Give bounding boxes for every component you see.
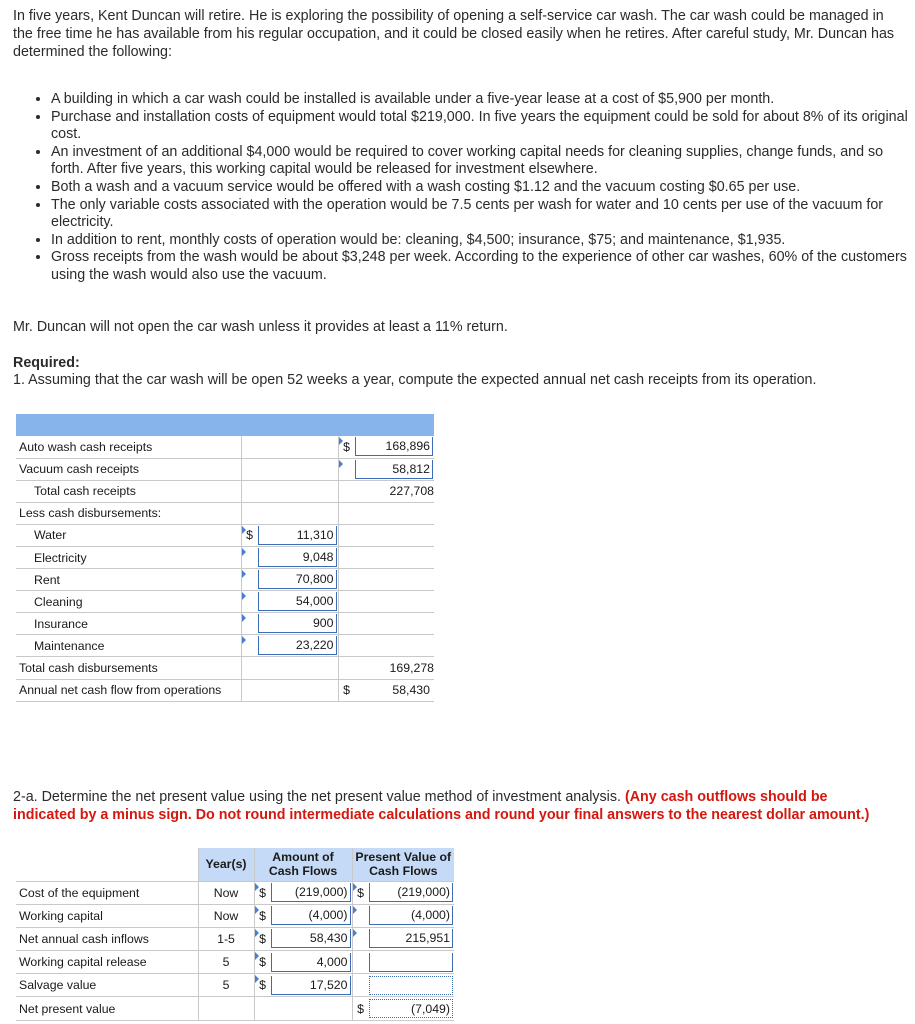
required-heading: Required:	[13, 355, 80, 371]
row-label: Working capital	[16, 904, 198, 927]
year-cell: Now	[198, 881, 254, 904]
table-row	[16, 502, 434, 524]
working-capital-amount-input[interactable]: (4,000)	[271, 906, 351, 925]
vacuum-input[interactable]: 58,812	[355, 460, 434, 479]
table-row	[16, 524, 434, 546]
net-cash-receipts-table	[16, 414, 434, 702]
list-item: • Gross receipts from the wash would be about $3,248 per week. According to the experience of other car washes, 60% of the customers using the wash would also use the vacuum.	[51, 249, 913, 284]
row-label: Auto wash cash receipts	[16, 436, 241, 458]
row-label: Net annual cash inflows	[16, 927, 198, 950]
net-cash-flow-value: 58,430	[392, 683, 430, 698]
dollar-sign: $	[259, 908, 266, 923]
return-requirement: Mr. Duncan will not open the car wash unless it provides at least a 11% return.	[13, 319, 508, 335]
table-row	[16, 436, 434, 458]
list-item: • Both a wash and a vacuum service would be offered with a wash costing $1.12 and the vacuum costing $0.65 per use.	[51, 179, 913, 197]
input-flag-icon	[353, 906, 357, 914]
table-row	[16, 881, 454, 904]
input-flag-icon	[242, 614, 246, 622]
assumptions-list	[13, 91, 913, 285]
npv-table	[16, 848, 454, 1021]
row-label: Insurance	[16, 613, 241, 635]
dollar-sign: $	[259, 931, 266, 946]
row-label: Maintenance	[16, 635, 241, 657]
wc-release-amount-input[interactable]: 4,000	[271, 953, 351, 972]
electricity-input[interactable]: 9,048	[258, 548, 337, 567]
table-header-row	[16, 848, 454, 881]
row-label: Annual net cash flow from operations	[16, 679, 241, 701]
list-item: • A building in which a car wash could be installed is available under a five-year lease at a cost of $5,900 per month.	[51, 91, 913, 109]
year-cell: 5	[198, 974, 254, 997]
row-label: Salvage value	[16, 974, 198, 997]
insurance-input[interactable]: 900	[258, 614, 337, 633]
list-item: • Purchase and installation costs of equipment would total $219,000. In five years the equipment could be sold for about 8% of its original cost.	[51, 109, 913, 144]
row-label: Vacuum cash receipts	[16, 458, 241, 480]
auto-wash-input[interactable]: 168,896	[355, 437, 434, 456]
cleaning-input[interactable]: 54,000	[258, 592, 337, 611]
required-question-1: 1. Assuming that the car wash will be open 52 weeks a year, compute the expected annual net cash receipts from its operation.	[13, 372, 817, 388]
row-label: Less cash disbursements:	[16, 502, 241, 524]
salvage-pv-input[interactable]	[369, 976, 454, 995]
row-label: Cleaning	[16, 591, 241, 613]
row-label: Rent	[16, 569, 241, 591]
dollar-sign: $	[259, 978, 266, 993]
input-flag-icon	[242, 636, 246, 644]
pv-header: Present Value of Cash Flows	[352, 848, 454, 881]
table-row	[16, 591, 434, 613]
input-flag-icon	[353, 929, 357, 937]
input-flag-icon	[255, 883, 259, 891]
dollar-sign: $	[343, 683, 350, 698]
table-row	[16, 569, 434, 591]
row-label: Cost of the equipment	[16, 881, 198, 904]
dollar-sign: $	[343, 439, 350, 454]
input-flag-icon	[242, 548, 246, 556]
list-item: • An investment of an additional $4,000 would be required to cover working capital needs for cleaning supplies, change funds, and so forth. After five years, this working capital would be released for investment elsewhere.	[51, 144, 913, 179]
total-disbursements-value: 169,278	[338, 657, 434, 679]
row-label: Electricity	[16, 546, 241, 568]
input-flag-icon	[255, 952, 259, 960]
row-label: Total cash disbursements	[16, 657, 241, 679]
working-capital-pv-input[interactable]: (4,000)	[369, 906, 454, 925]
total-receipts-value: 227,708	[338, 480, 434, 502]
amount-header: Amount of Cash Flows	[254, 848, 352, 881]
water-input[interactable]: 11,310	[258, 526, 337, 545]
table-row	[16, 546, 434, 568]
question-2a	[13, 789, 893, 825]
row-label: Total cash receipts	[16, 480, 241, 502]
table-header-row	[16, 414, 434, 436]
input-flag-icon	[242, 592, 246, 600]
table-row	[16, 997, 454, 1020]
year-cell: 1-5	[198, 927, 254, 950]
input-flag-icon	[242, 526, 246, 534]
rent-input[interactable]: 70,800	[258, 570, 337, 589]
table-row	[16, 613, 434, 635]
net-inflows-amount-input[interactable]: 58,430	[271, 929, 351, 948]
list-item: • The only variable costs associated with the operation would be 7.5 cents per wash for water and 10 cents per use of the vacuum for electricity.	[51, 197, 913, 232]
equipment-pv-input[interactable]: (219,000)	[369, 883, 454, 902]
table-row	[16, 679, 434, 701]
intro-paragraph: In five years, Kent Duncan will retire. He is exploring the possibility of opening a self-service car wash. The car wash could be managed in the free time he has available from his regular occupation, and it could be closed easily when he retires. After careful study, Mr. Duncan has determined the following:	[13, 8, 895, 60]
table-row	[16, 951, 454, 974]
input-flag-icon	[242, 570, 246, 578]
salvage-amount-input[interactable]: 17,520	[271, 976, 351, 995]
table-row	[16, 480, 434, 502]
npv-input[interactable]: (7,049)	[369, 999, 454, 1018]
net-inflows-pv-input[interactable]: 215,951	[369, 929, 454, 948]
question-2a-text: 2-a. Determine the net present value using the net present value method of investment analysis.	[13, 789, 621, 805]
table-row	[16, 974, 454, 997]
input-flag-icon	[255, 906, 259, 914]
table-row	[16, 657, 434, 679]
table-row	[16, 458, 434, 480]
dollar-sign: $	[357, 885, 364, 900]
input-flag-icon	[339, 460, 343, 468]
dollar-sign: $	[246, 528, 253, 543]
table-row	[16, 904, 454, 927]
dollar-sign: $	[259, 955, 266, 970]
equipment-amount-input[interactable]: (219,000)	[271, 883, 351, 902]
input-flag-icon	[255, 975, 259, 983]
input-flag-icon	[339, 437, 343, 445]
dollar-sign: $	[357, 1001, 364, 1016]
input-flag-icon	[353, 883, 357, 891]
row-label: Working capital release	[16, 951, 198, 974]
dollar-sign: $	[259, 885, 266, 900]
year-header: Year(s)	[198, 848, 254, 881]
input-flag-icon	[255, 929, 259, 937]
list-item: • In addition to rent, monthly costs of operation would be: cleaning, $4,500; insurance, $75; and maintenance, $1,935.	[51, 232, 913, 250]
table-row	[16, 927, 454, 950]
year-cell: Now	[198, 904, 254, 927]
maintenance-input[interactable]: 23,220	[258, 636, 337, 655]
wc-release-pv-input[interactable]	[369, 953, 454, 972]
table-row	[16, 635, 434, 657]
year-cell: 5	[198, 951, 254, 974]
row-label: Net present value	[16, 997, 198, 1020]
row-label: Water	[16, 524, 241, 546]
question-2a-instruction: (Any cash outflows should be indicated by a minus sign. Do not round intermediate calculations and round your final answers to the nearest dollar amount.)	[13, 789, 870, 823]
